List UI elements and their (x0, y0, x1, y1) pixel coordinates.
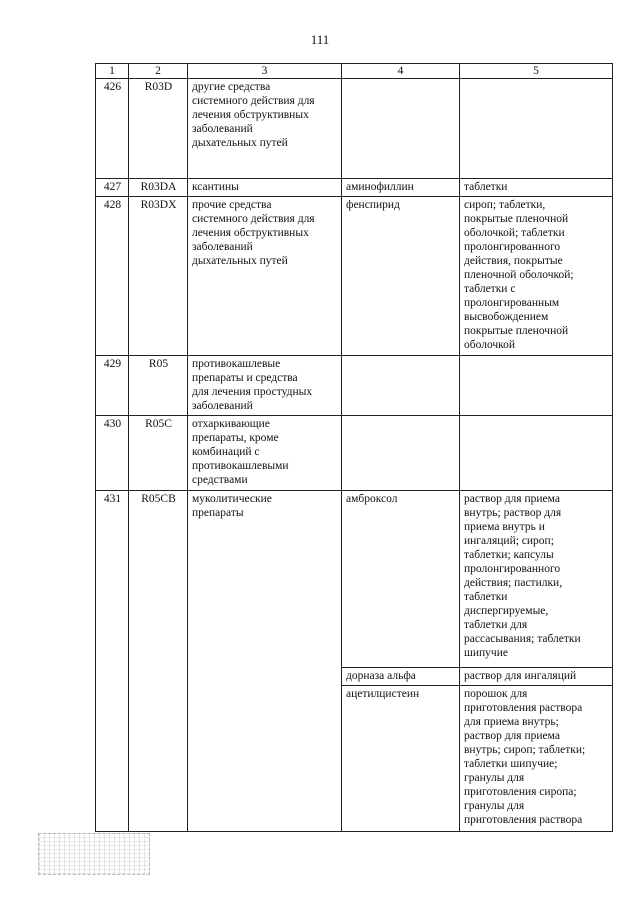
substance-name (342, 79, 460, 179)
column-header: 4 (342, 64, 460, 79)
table-row (96, 491, 613, 668)
table-row (96, 179, 613, 197)
row-number: 428 (96, 197, 129, 356)
atc-code: R05C (129, 416, 188, 491)
page-number: 111 (310, 32, 330, 47)
column-header: 5 (460, 64, 613, 79)
row-number: 426 (96, 79, 129, 179)
substance-name: ацетилцистеин (342, 686, 460, 832)
group-name: отхаркивающие препараты, кроме комбинаций с противокашлевыми средствами (188, 416, 342, 491)
group-name: другие средства системного действия для лечения обструктивных заболеваний дыхательных путей (188, 79, 342, 179)
row-number: 427 (96, 179, 129, 197)
dosage-form: порошок для приготовления раствора для приема внутрь; раствор для приема внутрь; сироп; таблетки; таблетки шипучие; гранулы для приготовления сиропа; гранулы для приготовления раствора (460, 686, 613, 832)
group-name: ксантины (188, 179, 342, 197)
table-row (96, 79, 613, 179)
group-name: противокашлевые препараты и средства для лечения простудных заболеваний (188, 356, 342, 416)
atc-code: R05 (129, 356, 188, 416)
group-name: прочие средства системного действия для лечения обструктивных заболеваний дыхательных путей (188, 197, 342, 356)
group-name: муколитические препараты (188, 491, 342, 832)
dosage-form (460, 356, 613, 416)
row-number: 429 (96, 356, 129, 416)
column-header: 2 (129, 64, 188, 79)
stamp-mark (38, 833, 150, 875)
dosage-form (460, 79, 613, 179)
table-row (96, 356, 613, 416)
table-row (96, 416, 613, 491)
substance-name (342, 356, 460, 416)
substance-name: амброксол (342, 491, 460, 668)
atc-code: R03DX (129, 197, 188, 356)
substance-name: аминофиллин (342, 179, 460, 197)
dosage-form: сироп; таблетки, покрытые пленочной оболочкой; таблетки пролонгированного действия, покрытые пленочной оболочкой; таблетки с пролонгированным высвобождением покрытые пленочной оболочкой (460, 197, 613, 356)
substance-name: фенспирид (342, 197, 460, 356)
drug-registry-table (95, 63, 613, 832)
table-row (96, 197, 613, 356)
atc-code: R03DA (129, 179, 188, 197)
table-header-row (96, 64, 613, 79)
dosage-form (460, 416, 613, 491)
dosage-form: раствор для приема внутрь; раствор для приема внутрь и ингаляций; сироп; таблетки; капсулы пролонгированного действия; пастилки, таблетки диспергируемые, таблетки для рассасывания; таблетки шипучие (460, 491, 613, 668)
atc-code: R05CB (129, 491, 188, 832)
column-header: 1 (96, 64, 129, 79)
row-number: 431 (96, 491, 129, 832)
column-header: 3 (188, 64, 342, 79)
substance-name: дорназа альфа (342, 668, 460, 686)
substance-name (342, 416, 460, 491)
row-number: 430 (96, 416, 129, 491)
dosage-form: раствор для ингаляций (460, 668, 613, 686)
atc-code: R03D (129, 79, 188, 179)
dosage-form: таблетки (460, 179, 613, 197)
